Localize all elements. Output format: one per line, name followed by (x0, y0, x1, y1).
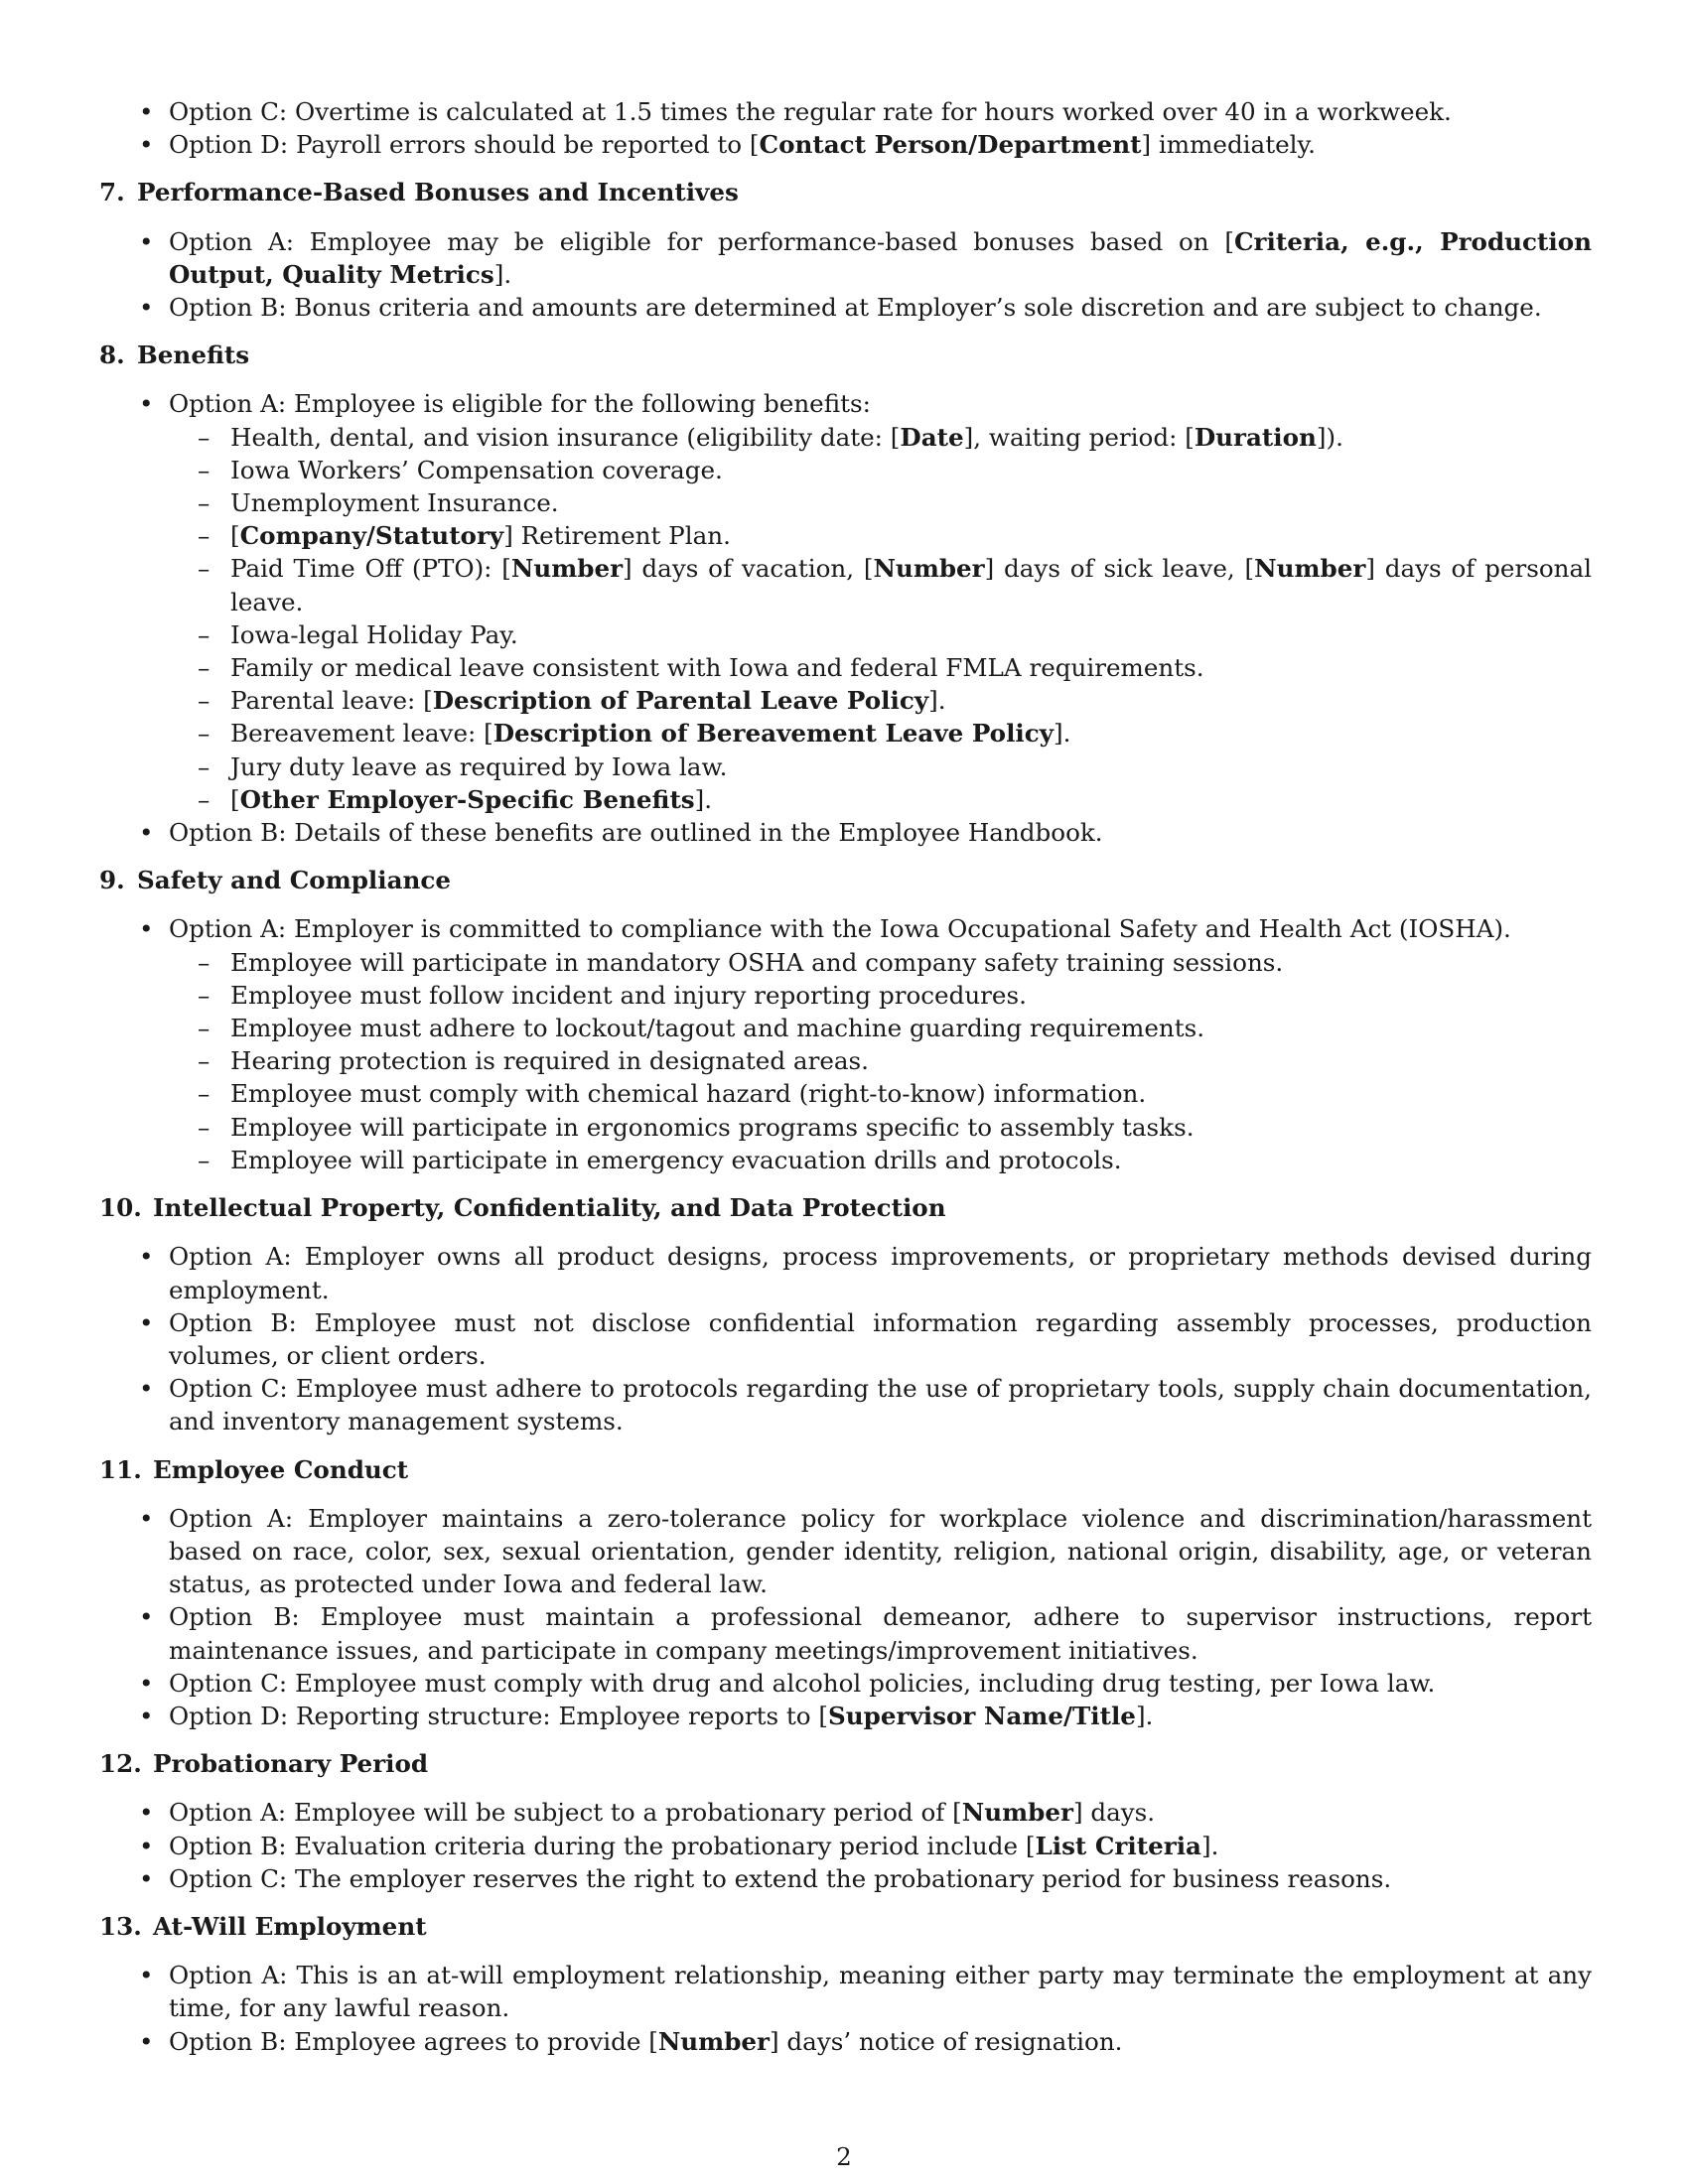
sub-item (169, 979, 1592, 1012)
placeholder-field: Criteria, e.g., Production Output, Quality Metrics (169, 226, 1592, 289)
placeholder-field: Number (657, 2026, 770, 2056)
text-run: Option B: Employee agrees to provide [ (169, 2026, 658, 2056)
text-run: [ (749, 130, 760, 160)
document-page (99, 95, 1592, 2058)
section-heading (99, 1747, 1592, 1780)
text-run: Health, dental, and vision insurance (eligibility date: [ (230, 422, 901, 452)
sub-item (169, 454, 1592, 486)
text-run: Paid Time Off (PTO): [ (230, 554, 511, 584)
placeholder-field: Company/Statutory (239, 521, 504, 551)
section-heading (99, 1191, 1592, 1224)
text-run: Option A: Employer maintains a zero-tolerance policy for workplace violence and discrimination/harassment based on race, color, sex, sexual orientation, gender identity, religion, national origin, disability, age, or veteran status, as protected under Iowa and federal law. (169, 1503, 1592, 1599)
text-run: ] days of sick leave, [ (984, 554, 1255, 584)
sections-container (99, 176, 1592, 2057)
section-number: 13. (99, 1911, 142, 1941)
placeholder-field: Supervisor Name/Title (828, 1701, 1136, 1730)
text-run: Option A: Employee is eligible for the following benefits: (169, 389, 871, 419)
sub-item (169, 552, 1592, 617)
text-run: Option A: Employee may be eligible for performance-based bonuses based on [ (169, 226, 1234, 256)
placeholder-field: Date (900, 422, 964, 452)
placeholder-field: Duration (1194, 422, 1317, 452)
text-run: [ (230, 521, 240, 551)
text-run: ] immediately. (1141, 130, 1316, 160)
sub-item (169, 651, 1592, 684)
options-list (99, 387, 1592, 849)
text-run: Jury duty leave as required by Iowa law. (230, 751, 728, 781)
option-item (99, 291, 1592, 324)
text-run: ]. (694, 784, 713, 814)
section-number: 11. (99, 1454, 142, 1484)
section-title: Benefits (137, 341, 250, 370)
text-run: Option C: Employee must adhere to protocols regarding the use of proprietary tools, supply chain documentation, and inventory management systems. (169, 1374, 1592, 1436)
text-run: Employee will participate in ergonomics programs specific to assembly tasks. (230, 1112, 1195, 1142)
sub-list (169, 421, 1592, 816)
sub-item (169, 618, 1592, 651)
section-heading (99, 1910, 1592, 1943)
placeholder-field: Number (1254, 554, 1366, 584)
sub-item (169, 946, 1592, 979)
text-run: ]. (1135, 1701, 1154, 1730)
option-item (99, 387, 1592, 816)
text-run: Family or medical leave consistent with Iowa and federal FMLA requirements. (230, 653, 1204, 683)
text-run: Option C: Overtime is calculated at 1.5 times the regular rate for hours worked over 40 in a workweek. (169, 97, 1452, 126)
sub-item (169, 1077, 1592, 1110)
option-item (99, 95, 1592, 128)
sub-item (169, 486, 1592, 519)
text-run: Option D: Reporting structure: Employee reports to [ (169, 1701, 829, 1730)
section-heading (99, 1453, 1592, 1486)
text-run: Employee must follow incident and injury reporting procedures. (230, 980, 1027, 1010)
sub-item (169, 717, 1592, 750)
text-run: Bereavement leave: [ (230, 719, 493, 749)
text-run: Option B: Employee must maintain a professional demeanor, adhere to supervisor instructions, report maintenance issues, and participate in company meetings/improvement initiatives. (169, 1602, 1592, 1665)
section-heading (99, 176, 1592, 208)
sub-item (169, 1111, 1592, 1144)
text-run: Option B: Employee must not disclose confidential information regarding assembly processes, production volumes, or client orders. (169, 1307, 1592, 1370)
page-number: 2 (836, 2142, 852, 2171)
sub-item (169, 1012, 1592, 1044)
text-run: Option B: Details of these benefits are outlined in the Employee Handbook. (169, 818, 1103, 848)
sub-item (169, 421, 1592, 454)
text-run: Option A: Employee will be subject to a probationary period of [ (169, 1798, 962, 1828)
text-run: Option A: Employer is committed to compliance with the Iowa Occupational Safety and Health Act (IOSHA). (169, 914, 1511, 944)
text-run: Option B: Evaluation criteria during the probationary period include [ (169, 1831, 1036, 1860)
options-list (99, 1959, 1592, 2058)
text-run: ] days. (1072, 1798, 1156, 1828)
text-run: Employee will participate in emergency evacuation drills and protocols. (230, 1145, 1122, 1174)
sub-item (169, 751, 1592, 783)
option-item (99, 1959, 1592, 2024)
text-run: ] Retirement Plan. (503, 521, 731, 551)
text-run: Iowa-legal Holiday Pay. (230, 619, 518, 649)
text-run: ] days of personal leave. (230, 554, 1593, 616)
sub-item (169, 684, 1592, 717)
placeholder-field: Other Employer-Specific Benefits (239, 784, 695, 814)
section-heading (99, 864, 1592, 896)
section-title: Employee Conduct (153, 1454, 409, 1484)
text-run: ] days of vacation, [ (623, 554, 874, 584)
section-number: 9. (99, 866, 125, 895)
option-item (99, 1667, 1592, 1700)
text-run: Iowa Workers’ Compensation coverage. (230, 455, 723, 484)
option-item (99, 1372, 1592, 1437)
options-list (99, 1796, 1592, 1895)
text-run: Employee must comply with chemical hazard (right-to-know) information. (230, 1079, 1147, 1109)
sub-list (169, 946, 1592, 1176)
option-item (99, 128, 1592, 161)
text-run: ] days’ notice of resignation. (770, 2026, 1123, 2056)
text-run: ]. (493, 259, 512, 289)
option-item (99, 1502, 1592, 1601)
option-item (99, 1240, 1592, 1305)
placeholder-field: Number (873, 554, 985, 584)
option-item (99, 1830, 1592, 1862)
placeholder-field: Contact Person/Department (759, 130, 1142, 160)
text-run: ]. (928, 686, 946, 716)
text-run: Employee must adhere to lockout/tagout and machine guarding requirements. (230, 1014, 1205, 1043)
text-run: Option A: Employer owns all product designs, process improvements, or proprietary methods devised during employment. (169, 1242, 1592, 1304)
options-list (99, 1240, 1592, 1437)
option-item (99, 2025, 1592, 2058)
options-list (99, 225, 1592, 325)
option-item (99, 1306, 1592, 1372)
text-run: Option D: Payroll errors should be reported to (169, 130, 750, 160)
section-number: 8. (99, 341, 125, 370)
option-item (99, 1796, 1592, 1829)
section-number: 7. (99, 178, 125, 207)
placeholder-field: Number (510, 554, 624, 584)
text-run: Option B: Bonus criteria and amounts are determined at Employer’s sole discretion and are subject to change. (169, 293, 1542, 323)
text-run: ]). (1316, 422, 1343, 452)
section-heading (99, 339, 1592, 371)
text-run: [ (230, 784, 240, 814)
text-run: Employee will participate in mandatory OSHA and company safety training sessions. (230, 947, 1284, 977)
option-item (99, 1700, 1592, 1732)
text-run: Option C: The employer reserves the right to extend the probationary period for business reasons. (169, 1863, 1392, 1893)
section-title: Performance-Based Bonuses and Incentives (137, 178, 739, 207)
text-run: Parental leave: [ (230, 686, 433, 716)
sub-item (169, 1044, 1592, 1077)
option-item (99, 912, 1592, 1176)
sub-item (169, 519, 1592, 552)
option-item (99, 1862, 1592, 1895)
section-title: Probationary Period (153, 1749, 429, 1779)
options-list (99, 1502, 1592, 1732)
placeholder-field: Description of Bereavement Leave Policy (492, 719, 1055, 749)
section-title: At-Will Employment (153, 1911, 427, 1941)
section-title: Safety and Compliance (137, 866, 452, 895)
text-run: Unemployment Insurance. (230, 488, 559, 518)
placeholder-field: Description of Parental Leave Policy (432, 686, 929, 716)
section-number: 12. (99, 1749, 142, 1779)
text-run: ]. (1054, 719, 1071, 749)
option-item (99, 816, 1592, 849)
option-item (99, 225, 1592, 291)
options-list (99, 912, 1592, 1176)
text-run: ]. (1200, 1831, 1219, 1860)
sub-item (169, 1144, 1592, 1176)
text-run: ], waiting period: [ (963, 422, 1195, 452)
intro-options-list (99, 95, 1592, 161)
text-run: Option A: This is an at-will employment relationship, meaning either party may terminate the employment at any time, for any lawful reason. (169, 1961, 1592, 2023)
placeholder-field: Number (961, 1798, 1073, 1828)
option-item (99, 1600, 1592, 1666)
text-run: Hearing protection is required in designated areas. (230, 1046, 869, 1076)
text-run: Option C: Employee must comply with drug and alcohol policies, including drug testing, per Iowa law. (169, 1668, 1436, 1698)
sub-item (169, 783, 1592, 816)
section-number: 10. (99, 1193, 142, 1223)
section-title: Intellectual Property, Confidentiality, and Data Protection (153, 1193, 946, 1223)
placeholder-field: List Criteria (1035, 1831, 1201, 1860)
